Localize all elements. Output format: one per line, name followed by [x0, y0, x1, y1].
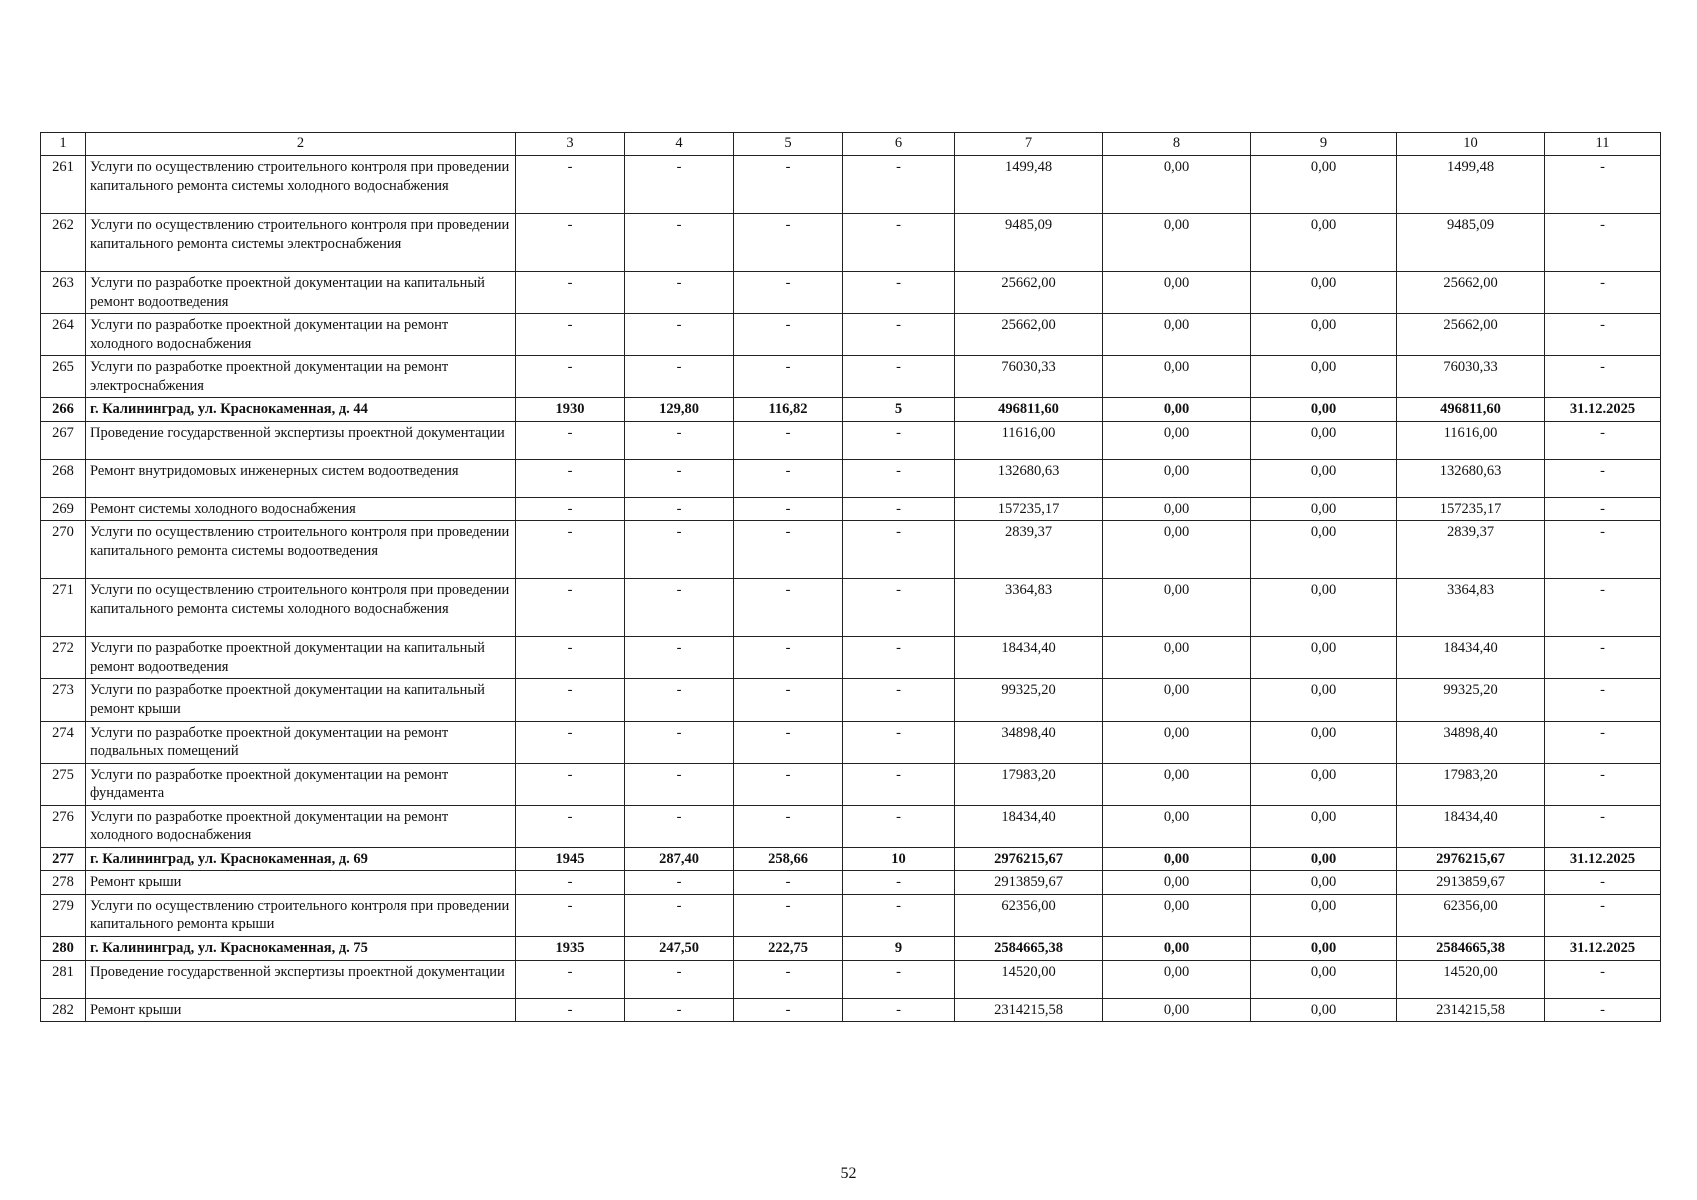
- owner-cost-cell: 34898,40: [1397, 721, 1545, 763]
- row-description: Услуги по осуществлению строительного контроля при проведении капитального ремонта системы холодного водоснабжения: [86, 579, 516, 637]
- residents-cell: -: [843, 960, 955, 998]
- row-description: Услуги по разработке проектной документации на ремонт фундамента: [86, 763, 516, 805]
- owner-cost-cell: 17983,20: [1397, 763, 1545, 805]
- other-cost-cell: 0,00: [1251, 356, 1397, 398]
- other-cost-cell: 0,00: [1251, 459, 1397, 497]
- year-cell: 1930: [516, 398, 625, 422]
- owner-cost-cell: 132680,63: [1397, 459, 1545, 497]
- deadline-cell: -: [1545, 314, 1661, 356]
- row-number: 262: [41, 214, 86, 272]
- year-cell: -: [516, 314, 625, 356]
- other-cost-cell: 0,00: [1251, 960, 1397, 998]
- total-cost-cell: 18434,40: [955, 805, 1103, 847]
- column-header: 11: [1545, 133, 1661, 156]
- fund-cost-cell: 0,00: [1103, 314, 1251, 356]
- area-cell: -: [625, 521, 734, 579]
- residents-cell: -: [843, 459, 955, 497]
- living-area-cell: 258,66: [734, 847, 843, 871]
- deadline-cell: 31.12.2025: [1545, 398, 1661, 422]
- total-cost-cell: 2913859,67: [955, 871, 1103, 895]
- table-row: [41, 579, 1661, 637]
- area-cell: -: [625, 156, 734, 214]
- deadline-cell: -: [1545, 272, 1661, 314]
- deadline-cell: -: [1545, 805, 1661, 847]
- row-number: 268: [41, 459, 86, 497]
- year-cell: -: [516, 679, 625, 721]
- fund-cost-cell: 0,00: [1103, 960, 1251, 998]
- table-row: [41, 871, 1661, 895]
- fund-cost-cell: 0,00: [1103, 214, 1251, 272]
- living-area-cell: -: [734, 156, 843, 214]
- total-cost-cell: 1499,48: [955, 156, 1103, 214]
- row-description: Услуги по осуществлению строительного контроля при проведении капитального ремонта крыши: [86, 894, 516, 936]
- row-description: г. Калининград, ул. Краснокаменная, д. 44: [86, 398, 516, 422]
- fund-cost-cell: 0,00: [1103, 156, 1251, 214]
- row-number: 265: [41, 356, 86, 398]
- area-cell: -: [625, 637, 734, 679]
- other-cost-cell: 0,00: [1251, 937, 1397, 961]
- owner-cost-cell: 25662,00: [1397, 314, 1545, 356]
- row-description: Услуги по разработке проектной документации на ремонт электроснабжения: [86, 356, 516, 398]
- table-row: [41, 998, 1661, 1022]
- residents-cell: -: [843, 637, 955, 679]
- total-cost-cell: 14520,00: [955, 960, 1103, 998]
- fund-cost-cell: 0,00: [1103, 356, 1251, 398]
- total-cost-cell: 2314215,58: [955, 998, 1103, 1022]
- living-area-cell: -: [734, 579, 843, 637]
- owner-cost-cell: 99325,20: [1397, 679, 1545, 721]
- residents-cell: -: [843, 421, 955, 459]
- fund-cost-cell: 0,00: [1103, 637, 1251, 679]
- row-number: 281: [41, 960, 86, 998]
- total-cost-cell: 132680,63: [955, 459, 1103, 497]
- residents-cell: -: [843, 521, 955, 579]
- year-cell: -: [516, 272, 625, 314]
- living-area-cell: -: [734, 421, 843, 459]
- row-number: 261: [41, 156, 86, 214]
- page-number: 52: [840, 1165, 857, 1182]
- year-cell: -: [516, 421, 625, 459]
- residents-cell: -: [843, 356, 955, 398]
- deadline-cell: -: [1545, 497, 1661, 521]
- row-number: 274: [41, 721, 86, 763]
- living-area-cell: -: [734, 214, 843, 272]
- area-cell: -: [625, 459, 734, 497]
- year-cell: -: [516, 521, 625, 579]
- area-cell: -: [625, 356, 734, 398]
- deadline-cell: -: [1545, 579, 1661, 637]
- area-cell: 287,40: [625, 847, 734, 871]
- area-cell: -: [625, 579, 734, 637]
- area-cell: 247,50: [625, 937, 734, 961]
- table-row: [41, 398, 1661, 422]
- column-header: 4: [625, 133, 734, 156]
- fund-cost-cell: 0,00: [1103, 894, 1251, 936]
- row-number: 263: [41, 272, 86, 314]
- table-row: [41, 763, 1661, 805]
- column-header: 3: [516, 133, 625, 156]
- area-cell: -: [625, 960, 734, 998]
- row-description: Проведение государственной экспертизы проектной документации: [86, 960, 516, 998]
- living-area-cell: -: [734, 356, 843, 398]
- other-cost-cell: 0,00: [1251, 579, 1397, 637]
- row-description: Проведение государственной экспертизы проектной документации: [86, 421, 516, 459]
- residents-cell: -: [843, 679, 955, 721]
- row-number: 275: [41, 763, 86, 805]
- owner-cost-cell: 157235,17: [1397, 497, 1545, 521]
- fund-cost-cell: 0,00: [1103, 421, 1251, 459]
- deadline-cell: -: [1545, 156, 1661, 214]
- row-description: г. Калининград, ул. Краснокаменная, д. 75: [86, 937, 516, 961]
- year-cell: 1935: [516, 937, 625, 961]
- owner-cost-cell: 2913859,67: [1397, 871, 1545, 895]
- year-cell: -: [516, 459, 625, 497]
- deadline-cell: 31.12.2025: [1545, 847, 1661, 871]
- other-cost-cell: 0,00: [1251, 847, 1397, 871]
- row-description: Услуги по разработке проектной документации на ремонт холодного водоснабжения: [86, 314, 516, 356]
- deadline-cell: -: [1545, 871, 1661, 895]
- living-area-cell: -: [734, 679, 843, 721]
- total-cost-cell: 2839,37: [955, 521, 1103, 579]
- total-cost-cell: 18434,40: [955, 637, 1103, 679]
- deadline-cell: -: [1545, 214, 1661, 272]
- area-cell: -: [625, 421, 734, 459]
- fund-cost-cell: 0,00: [1103, 398, 1251, 422]
- owner-cost-cell: 2839,37: [1397, 521, 1545, 579]
- deadline-cell: -: [1545, 637, 1661, 679]
- table-row: [41, 937, 1661, 961]
- column-header: 8: [1103, 133, 1251, 156]
- row-description: Услуги по осуществлению строительного контроля при проведении капитального ремонта системы водоотведения: [86, 521, 516, 579]
- deadline-cell: -: [1545, 960, 1661, 998]
- year-cell: -: [516, 763, 625, 805]
- owner-cost-cell: 1499,48: [1397, 156, 1545, 214]
- total-cost-cell: 2976215,67: [955, 847, 1103, 871]
- year-cell: -: [516, 156, 625, 214]
- area-cell: -: [625, 679, 734, 721]
- living-area-cell: -: [734, 272, 843, 314]
- fund-cost-cell: 0,00: [1103, 497, 1251, 521]
- row-number: 278: [41, 871, 86, 895]
- residents-cell: -: [843, 998, 955, 1022]
- year-cell: -: [516, 894, 625, 936]
- total-cost-cell: 9485,09: [955, 214, 1103, 272]
- residents-cell: 10: [843, 847, 955, 871]
- row-number: 266: [41, 398, 86, 422]
- residents-cell: -: [843, 314, 955, 356]
- owner-cost-cell: 2976215,67: [1397, 847, 1545, 871]
- total-cost-cell: 25662,00: [955, 314, 1103, 356]
- residents-cell: 9: [843, 937, 955, 961]
- row-number: 267: [41, 421, 86, 459]
- row-description: Услуги по осуществлению строительного контроля при проведении капитального ремонта системы холодного водоснабжения: [86, 156, 516, 214]
- other-cost-cell: 0,00: [1251, 637, 1397, 679]
- fund-cost-cell: 0,00: [1103, 871, 1251, 895]
- column-number-row: [41, 133, 1661, 156]
- fund-cost-cell: 0,00: [1103, 679, 1251, 721]
- total-cost-cell: 34898,40: [955, 721, 1103, 763]
- total-cost-cell: 157235,17: [955, 497, 1103, 521]
- living-area-cell: -: [734, 314, 843, 356]
- row-description: Услуги по осуществлению строительного контроля при проведении капитального ремонта системы электроснабжения: [86, 214, 516, 272]
- fund-cost-cell: 0,00: [1103, 521, 1251, 579]
- other-cost-cell: 0,00: [1251, 314, 1397, 356]
- living-area-cell: -: [734, 805, 843, 847]
- residents-cell: -: [843, 497, 955, 521]
- other-cost-cell: 0,00: [1251, 763, 1397, 805]
- area-cell: -: [625, 497, 734, 521]
- row-number: 277: [41, 847, 86, 871]
- residents-cell: -: [843, 871, 955, 895]
- deadline-cell: -: [1545, 521, 1661, 579]
- column-header: 7: [955, 133, 1103, 156]
- table-row: [41, 679, 1661, 721]
- owner-cost-cell: 3364,83: [1397, 579, 1545, 637]
- total-cost-cell: 76030,33: [955, 356, 1103, 398]
- row-number: 270: [41, 521, 86, 579]
- table-row: [41, 894, 1661, 936]
- other-cost-cell: 0,00: [1251, 521, 1397, 579]
- fund-cost-cell: 0,00: [1103, 579, 1251, 637]
- other-cost-cell: 0,00: [1251, 805, 1397, 847]
- table-row: [41, 721, 1661, 763]
- living-area-cell: 222,75: [734, 937, 843, 961]
- table-row: [41, 214, 1661, 272]
- other-cost-cell: 0,00: [1251, 214, 1397, 272]
- deadline-cell: -: [1545, 356, 1661, 398]
- other-cost-cell: 0,00: [1251, 497, 1397, 521]
- living-area-cell: 116,82: [734, 398, 843, 422]
- other-cost-cell: 0,00: [1251, 272, 1397, 314]
- deadline-cell: -: [1545, 894, 1661, 936]
- owner-cost-cell: 62356,00: [1397, 894, 1545, 936]
- area-cell: -: [625, 805, 734, 847]
- row-description: Ремонт крыши: [86, 871, 516, 895]
- area-cell: -: [625, 214, 734, 272]
- residents-cell: -: [843, 272, 955, 314]
- row-number: 264: [41, 314, 86, 356]
- area-cell: -: [625, 871, 734, 895]
- row-number: 280: [41, 937, 86, 961]
- fund-cost-cell: 0,00: [1103, 763, 1251, 805]
- column-header: 9: [1251, 133, 1397, 156]
- owner-cost-cell: 2584665,38: [1397, 937, 1545, 961]
- column-header: 1: [41, 133, 86, 156]
- row-number: 272: [41, 637, 86, 679]
- deadline-cell: 31.12.2025: [1545, 937, 1661, 961]
- residents-cell: -: [843, 214, 955, 272]
- owner-cost-cell: 14520,00: [1397, 960, 1545, 998]
- area-cell: -: [625, 763, 734, 805]
- owner-cost-cell: 76030,33: [1397, 356, 1545, 398]
- table-row: [41, 521, 1661, 579]
- row-description: Ремонт крыши: [86, 998, 516, 1022]
- other-cost-cell: 0,00: [1251, 679, 1397, 721]
- year-cell: 1945: [516, 847, 625, 871]
- residents-cell: -: [843, 805, 955, 847]
- other-cost-cell: 0,00: [1251, 398, 1397, 422]
- column-header: 10: [1397, 133, 1545, 156]
- living-area-cell: -: [734, 960, 843, 998]
- row-number: 279: [41, 894, 86, 936]
- fund-cost-cell: 0,00: [1103, 459, 1251, 497]
- living-area-cell: -: [734, 637, 843, 679]
- year-cell: -: [516, 871, 625, 895]
- row-number: 273: [41, 679, 86, 721]
- table-row: [41, 421, 1661, 459]
- total-cost-cell: 2584665,38: [955, 937, 1103, 961]
- other-cost-cell: 0,00: [1251, 871, 1397, 895]
- deadline-cell: -: [1545, 763, 1661, 805]
- table-row: [41, 805, 1661, 847]
- total-cost-cell: 496811,60: [955, 398, 1103, 422]
- residents-cell: -: [843, 721, 955, 763]
- row-description: г. Калининград, ул. Краснокаменная, д. 69: [86, 847, 516, 871]
- owner-cost-cell: 496811,60: [1397, 398, 1545, 422]
- fund-cost-cell: 0,00: [1103, 805, 1251, 847]
- area-cell: 129,80: [625, 398, 734, 422]
- area-cell: -: [625, 894, 734, 936]
- row-description: Услуги по разработке проектной документации на капитальный ремонт водоотведения: [86, 637, 516, 679]
- fund-cost-cell: 0,00: [1103, 272, 1251, 314]
- table-row: [41, 459, 1661, 497]
- residents-cell: -: [843, 894, 955, 936]
- living-area-cell: -: [734, 721, 843, 763]
- row-description: Услуги по разработке проектной документации на капитальный ремонт водоотведения: [86, 272, 516, 314]
- fund-cost-cell: 0,00: [1103, 847, 1251, 871]
- table-row: [41, 960, 1661, 998]
- residents-cell: -: [843, 763, 955, 805]
- deadline-cell: -: [1545, 459, 1661, 497]
- row-description: Услуги по разработке проектной документации на капитальный ремонт крыши: [86, 679, 516, 721]
- owner-cost-cell: 9485,09: [1397, 214, 1545, 272]
- other-cost-cell: 0,00: [1251, 721, 1397, 763]
- column-header: 2: [86, 133, 516, 156]
- residents-cell: -: [843, 579, 955, 637]
- living-area-cell: -: [734, 998, 843, 1022]
- owner-cost-cell: 25662,00: [1397, 272, 1545, 314]
- other-cost-cell: 0,00: [1251, 894, 1397, 936]
- area-cell: -: [625, 314, 734, 356]
- owner-cost-cell: 11616,00: [1397, 421, 1545, 459]
- deadline-cell: -: [1545, 721, 1661, 763]
- total-cost-cell: 11616,00: [955, 421, 1103, 459]
- other-cost-cell: 0,00: [1251, 421, 1397, 459]
- living-area-cell: -: [734, 459, 843, 497]
- total-cost-cell: 3364,83: [955, 579, 1103, 637]
- row-number: 269: [41, 497, 86, 521]
- table-row: [41, 314, 1661, 356]
- table-row: [41, 637, 1661, 679]
- total-cost-cell: 25662,00: [955, 272, 1103, 314]
- year-cell: -: [516, 497, 625, 521]
- data-table: [40, 132, 1661, 1022]
- year-cell: -: [516, 998, 625, 1022]
- year-cell: -: [516, 721, 625, 763]
- total-cost-cell: 62356,00: [955, 894, 1103, 936]
- owner-cost-cell: 2314215,58: [1397, 998, 1545, 1022]
- column-header: 6: [843, 133, 955, 156]
- year-cell: -: [516, 214, 625, 272]
- deadline-cell: -: [1545, 998, 1661, 1022]
- living-area-cell: -: [734, 497, 843, 521]
- row-description: Услуги по разработке проектной документации на ремонт холодного водоснабжения: [86, 805, 516, 847]
- living-area-cell: -: [734, 894, 843, 936]
- residents-cell: 5: [843, 398, 955, 422]
- deadline-cell: -: [1545, 421, 1661, 459]
- table-row: [41, 847, 1661, 871]
- table-row: [41, 356, 1661, 398]
- year-cell: -: [516, 579, 625, 637]
- fund-cost-cell: 0,00: [1103, 998, 1251, 1022]
- living-area-cell: -: [734, 871, 843, 895]
- row-description: Ремонт системы холодного водоснабжения: [86, 497, 516, 521]
- residents-cell: -: [843, 156, 955, 214]
- fund-cost-cell: 0,00: [1103, 721, 1251, 763]
- total-cost-cell: 99325,20: [955, 679, 1103, 721]
- year-cell: -: [516, 356, 625, 398]
- table-row: [41, 272, 1661, 314]
- document-sheet: [40, 132, 1661, 1022]
- area-cell: -: [625, 721, 734, 763]
- column-header: 5: [734, 133, 843, 156]
- table-body: [41, 156, 1661, 1022]
- row-description: Ремонт внутридомовых инженерных систем водоотведения: [86, 459, 516, 497]
- other-cost-cell: 0,00: [1251, 998, 1397, 1022]
- owner-cost-cell: 18434,40: [1397, 805, 1545, 847]
- row-number: 282: [41, 998, 86, 1022]
- area-cell: -: [625, 272, 734, 314]
- table-row: [41, 156, 1661, 214]
- living-area-cell: -: [734, 521, 843, 579]
- row-number: 271: [41, 579, 86, 637]
- deadline-cell: -: [1545, 679, 1661, 721]
- other-cost-cell: 0,00: [1251, 156, 1397, 214]
- table-row: [41, 497, 1661, 521]
- fund-cost-cell: 0,00: [1103, 937, 1251, 961]
- year-cell: -: [516, 960, 625, 998]
- year-cell: -: [516, 805, 625, 847]
- area-cell: -: [625, 998, 734, 1022]
- row-number: 276: [41, 805, 86, 847]
- total-cost-cell: 17983,20: [955, 763, 1103, 805]
- owner-cost-cell: 18434,40: [1397, 637, 1545, 679]
- row-description: Услуги по разработке проектной документации на ремонт подвальных помещений: [86, 721, 516, 763]
- living-area-cell: -: [734, 763, 843, 805]
- year-cell: -: [516, 637, 625, 679]
